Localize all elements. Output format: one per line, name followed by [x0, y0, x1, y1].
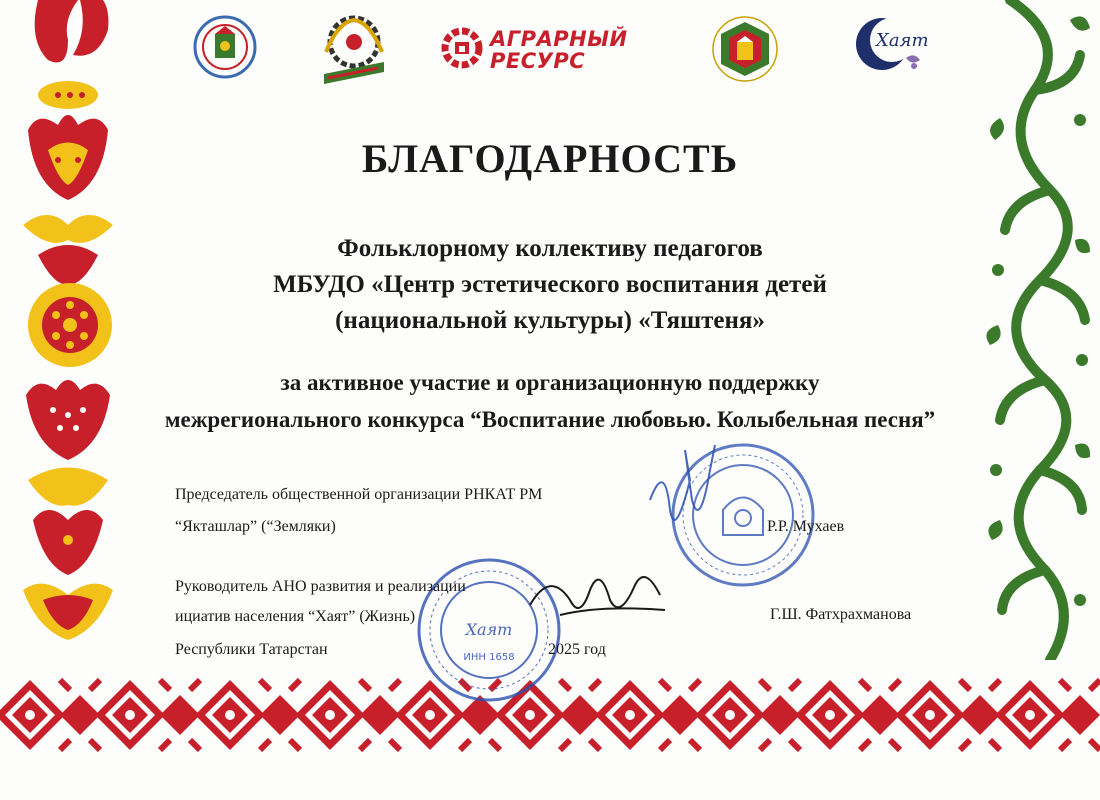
signer2-position-line1: Руководитель АНО развития и реализации [175, 578, 466, 595]
agro-line1: АГРАРНЫЙ [490, 27, 628, 51]
recipient-line-3: (национальной культуры) «Тяштеня» [335, 307, 765, 334]
organization-emblem-logo [185, 12, 265, 82]
reason-line-1: за активное участие и организационную поддержку [280, 370, 820, 395]
signature-fatkhrakhmanova [520, 560, 670, 630]
signer1-position-line2: “Якташлар” (“Земляки) [175, 518, 336, 535]
certificate-title: БЛАГОДАРНОСТЬ [361, 136, 739, 181]
signer1-name: Р.Р. Мухаев [767, 518, 845, 535]
signer2-position-line2: ициатив населения “Хаят” (Жизнь) [175, 608, 416, 625]
floral-motif-bottom [23, 584, 113, 640]
recipient-line-1: Фольклорному коллективу педагогов [337, 235, 763, 262]
reason-line-2: межрегионального конкурса “Воспитание любовью. Колыбельная песня” [164, 407, 936, 432]
floral-motif-tulip-2 [26, 380, 110, 460]
gear-train-logo [318, 12, 390, 92]
agro-logo-text [490, 28, 628, 72]
signer2-name: Г.Ш. Фатхрахманова [770, 606, 912, 623]
stamp-hayat-text: Хаят [465, 620, 513, 639]
left-floral-border [18, 0, 118, 660]
agro-gear-icon [440, 26, 484, 70]
hayat-logo-text: Хаят [876, 30, 929, 51]
signer1-position-line1: Председатель общественной организации РНКАТ РМ [175, 486, 543, 503]
signature-mukhaev [630, 440, 750, 560]
floral-motif-top [35, 0, 109, 109]
recipient-line-2: МБУДО «Центр эстетического воспитания детей [273, 271, 827, 298]
right-green-ornament [980, 0, 1095, 660]
agrarian-resource-logo [440, 20, 640, 80]
hayat-logo [848, 10, 928, 80]
signer2-position-line3: Республики Татарстан [175, 641, 328, 658]
stamp-inn-text: ИНН 1658 [463, 652, 515, 663]
cultural-center-logo [705, 12, 785, 86]
document-year: 2025 год [548, 641, 606, 658]
floral-motif-flower [28, 283, 112, 367]
agro-line2: РЕСУРС [490, 49, 586, 73]
floral-motif-yellow-base [28, 468, 108, 576]
floral-motif-yellow-leaves [23, 215, 113, 285]
